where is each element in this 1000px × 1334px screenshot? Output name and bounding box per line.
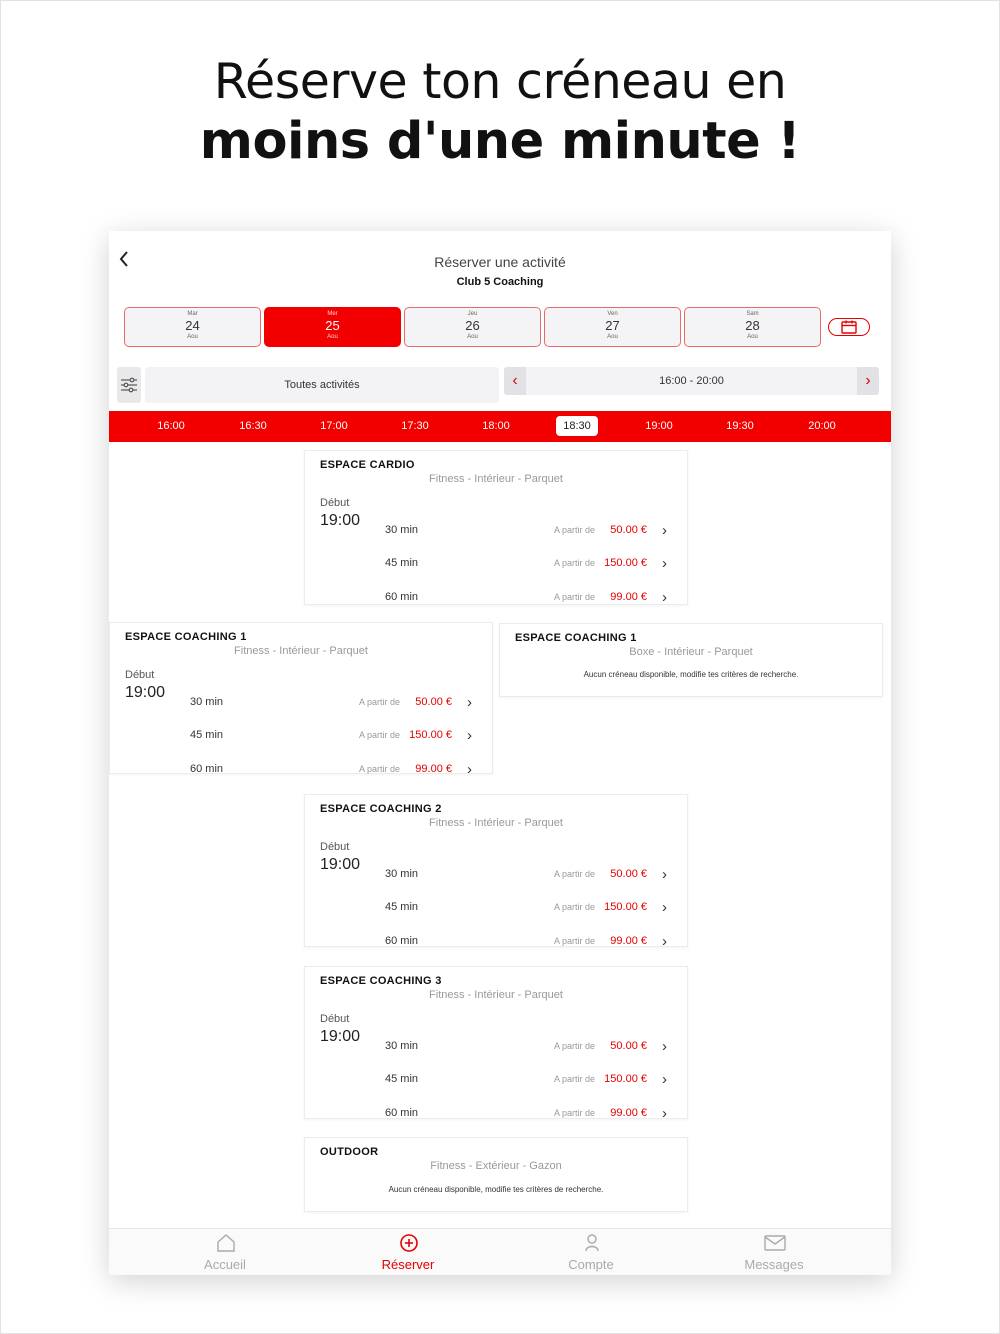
price-value: 50.00 € xyxy=(610,868,647,880)
timeslot-1930[interactable] xyxy=(710,411,770,442)
start-label: Début xyxy=(320,1013,350,1025)
tab-messages[interactable] xyxy=(684,1229,864,1275)
duration-option[interactable] xyxy=(385,554,677,574)
price-value: 150.00 € xyxy=(604,557,647,569)
tab-label: Messages xyxy=(744,1257,804,1272)
bottom-tab-bar xyxy=(109,1228,891,1275)
price-prefix: A partir de xyxy=(553,1041,595,1051)
price-prefix: A partir de xyxy=(553,1074,595,1084)
duration-option[interactable] xyxy=(190,693,482,713)
timeslot-bar xyxy=(109,411,891,442)
price-prefix: A partir de xyxy=(553,592,595,602)
price-prefix: A partir de xyxy=(553,1108,595,1118)
plus-circle-icon xyxy=(398,1233,420,1253)
activity-name: ESPACE COACHING 1 xyxy=(515,632,637,644)
start-label: Début xyxy=(125,669,155,681)
tab-label: Compte xyxy=(568,1257,614,1272)
timeslot-2000[interactable] xyxy=(792,411,852,442)
duration-label: 30 min xyxy=(385,524,419,536)
day-date: 27 xyxy=(605,318,620,333)
chevron-right-icon: › xyxy=(662,589,667,606)
headline-line-1: Réserve ton créneau en xyxy=(213,53,787,110)
price-prefix: A partir de xyxy=(553,902,595,912)
chevron-right-icon: › xyxy=(662,1038,667,1055)
activity-details: Fitness - Intérieur - Parquet xyxy=(234,645,368,657)
start-time: 19:00 xyxy=(320,1028,361,1045)
activity-filter[interactable]: Toutes activités xyxy=(145,367,499,403)
timeslot-label: 17:00 xyxy=(320,420,348,432)
no-slot-message: Aucun créneau disponible, modifie tes critères de recherche. xyxy=(583,670,799,679)
duration-option[interactable] xyxy=(385,521,677,541)
duration-label: 30 min xyxy=(190,696,224,708)
duration-option[interactable] xyxy=(385,1070,677,1090)
price-value: 150.00 € xyxy=(604,1073,647,1085)
chevron-right-icon: › xyxy=(662,1071,667,1088)
price-prefix: A partir de xyxy=(553,936,595,946)
activity-name: OUTDOOR xyxy=(320,1146,379,1158)
chevron-right-icon: › xyxy=(662,899,667,916)
day-date: 26 xyxy=(465,318,480,333)
start-time: 19:00 xyxy=(320,856,361,873)
duration-label: 30 min xyxy=(385,1040,419,1052)
duration-label: 45 min xyxy=(385,557,419,569)
headline-line-2: moins d'une minute ! xyxy=(199,112,801,171)
duration-label: 45 min xyxy=(385,1073,419,1085)
activity-details: Fitness - Intérieur - Parquet xyxy=(429,817,563,829)
day-date: 24 xyxy=(185,318,200,333)
home-icon xyxy=(215,1233,237,1253)
app-screen xyxy=(109,231,891,1275)
activity-details: Fitness - Extérieur - Gazon xyxy=(430,1160,562,1172)
timeslot-1900[interactable] xyxy=(629,411,689,442)
timeslot-label: 18:00 xyxy=(482,420,510,432)
duration-option[interactable] xyxy=(190,726,482,746)
duration-option[interactable] xyxy=(385,898,677,918)
activity-name: ESPACE COACHING 3 xyxy=(320,975,442,987)
timeslot-label: 16:00 xyxy=(157,420,185,432)
tab-compte[interactable] xyxy=(501,1229,681,1275)
price-value: 150.00 € xyxy=(604,901,647,913)
day-24[interactable] xyxy=(124,307,261,347)
tab-label: Accueil xyxy=(204,1257,246,1272)
headline xyxy=(0,52,1000,172)
price-value: 50.00 € xyxy=(415,696,452,708)
timeslot-1600[interactable] xyxy=(141,411,201,442)
timeslot-1800[interactable] xyxy=(466,411,526,442)
chevron-left-icon[interactable]: ‹ xyxy=(504,367,526,395)
chevron-right-icon: › xyxy=(662,522,667,539)
calendar-icon xyxy=(841,320,857,334)
tab-accueil[interactable] xyxy=(135,1229,315,1275)
timeslot-1830[interactable] xyxy=(547,411,607,442)
timeslot-1730[interactable] xyxy=(385,411,445,442)
timeslot-label: 17:30 xyxy=(401,420,429,432)
activity-details: Fitness - Intérieur - Parquet xyxy=(429,473,563,485)
chevron-right-icon: › xyxy=(467,694,472,711)
duration-option[interactable] xyxy=(385,1037,677,1057)
duration-label: 60 min xyxy=(385,1107,419,1119)
chevron-right-icon: › xyxy=(467,727,472,744)
day-26[interactable] xyxy=(404,307,541,347)
time-range-selector xyxy=(504,367,879,395)
duration-label: 30 min xyxy=(385,868,419,880)
day-name: Ven xyxy=(607,311,618,317)
chevron-right-icon: › xyxy=(662,555,667,572)
day-month: Aou xyxy=(747,334,758,340)
day-month: Aou xyxy=(467,334,478,340)
tab-label: Réserver xyxy=(381,1257,435,1272)
activity-name: ESPACE CARDIO xyxy=(320,459,415,471)
duration-label: 60 min xyxy=(385,591,419,603)
timeslot-label: 18:30 xyxy=(556,416,598,436)
day-name: Mer xyxy=(327,311,338,317)
duration-option[interactable] xyxy=(385,588,677,608)
timeslot-1630[interactable] xyxy=(223,411,283,442)
chevron-right-icon: › xyxy=(467,761,472,778)
activity-card xyxy=(304,794,688,950)
price-prefix: A partir de xyxy=(553,869,595,879)
timeslot-label: 20:00 xyxy=(808,420,836,432)
price-prefix: A partir de xyxy=(358,764,400,774)
timeslot-1700[interactable] xyxy=(304,411,364,442)
activity-details: Boxe - Intérieur - Parquet xyxy=(629,646,753,658)
day-name: Sam xyxy=(746,311,759,317)
filter-settings-button[interactable] xyxy=(117,367,141,403)
tab-reserver[interactable] xyxy=(318,1229,498,1275)
price-value: 99.00 € xyxy=(610,591,647,603)
activity-name: ESPACE COACHING 2 xyxy=(320,803,442,815)
user-icon xyxy=(581,1233,603,1253)
chevron-right-icon: › xyxy=(662,1105,667,1122)
start-time: 19:00 xyxy=(320,512,361,529)
price-value: 50.00 € xyxy=(610,1040,647,1052)
price-prefix: A partir de xyxy=(553,558,595,568)
day-date: 25 xyxy=(325,318,340,333)
start-label: Début xyxy=(320,497,350,509)
mail-icon xyxy=(764,1233,786,1253)
page-title: Réserver une activité xyxy=(434,254,566,270)
activity-card xyxy=(304,1137,688,1212)
duration-option[interactable] xyxy=(385,865,677,885)
activity-card xyxy=(304,966,688,1122)
duration-label: 45 min xyxy=(190,729,224,741)
start-time: 19:00 xyxy=(125,684,166,701)
calendar-button[interactable] xyxy=(828,318,870,336)
day-month: Aou xyxy=(187,334,198,340)
price-prefix: A partir de xyxy=(358,730,400,740)
timeslot-label: 19:30 xyxy=(726,420,754,432)
price-value: 50.00 € xyxy=(610,524,647,536)
price-prefix: A partir de xyxy=(553,525,595,535)
chevron-right-icon: › xyxy=(662,933,667,950)
activity-details: Fitness - Intérieur - Parquet xyxy=(429,989,563,1001)
activity-card xyxy=(109,622,493,778)
activity-card xyxy=(499,623,883,697)
duration-option[interactable] xyxy=(385,1104,677,1124)
time-range-label: 16:00 - 20:00 xyxy=(659,375,724,387)
price-value: 99.00 € xyxy=(415,763,452,775)
start-label: Début xyxy=(320,841,350,853)
duration-label: 45 min xyxy=(385,901,419,913)
duration-option[interactable] xyxy=(190,760,482,780)
timeslot-label: 19:00 xyxy=(645,420,673,432)
price-prefix: A partir de xyxy=(358,697,400,707)
day-month: Aou xyxy=(607,334,618,340)
duration-label: 60 min xyxy=(190,763,224,775)
day-name: Jeu xyxy=(467,311,478,317)
price-value: 99.00 € xyxy=(610,1107,647,1119)
activity-name: ESPACE COACHING 1 xyxy=(125,631,247,643)
price-value: 99.00 € xyxy=(610,935,647,947)
day-name: Mar xyxy=(187,311,198,317)
price-value: 150.00 € xyxy=(409,729,452,741)
chevron-right-icon[interactable]: › xyxy=(857,367,879,395)
activity-card xyxy=(304,450,688,605)
day-28[interactable] xyxy=(684,307,821,347)
timeslot-label: 16:30 xyxy=(239,420,267,432)
chevron-right-icon: › xyxy=(662,866,667,883)
duration-label: 60 min xyxy=(385,935,419,947)
no-slot-message: Aucun créneau disponible, modifie tes critères de recherche. xyxy=(388,1185,604,1194)
day-date: 28 xyxy=(745,318,760,333)
day-25[interactable] xyxy=(264,307,401,347)
day-27[interactable] xyxy=(544,307,681,347)
day-month: Aou xyxy=(327,334,338,340)
duration-option[interactable] xyxy=(385,932,677,952)
club-name: Club 5 Coaching xyxy=(456,276,544,288)
sliders-icon xyxy=(120,377,138,393)
